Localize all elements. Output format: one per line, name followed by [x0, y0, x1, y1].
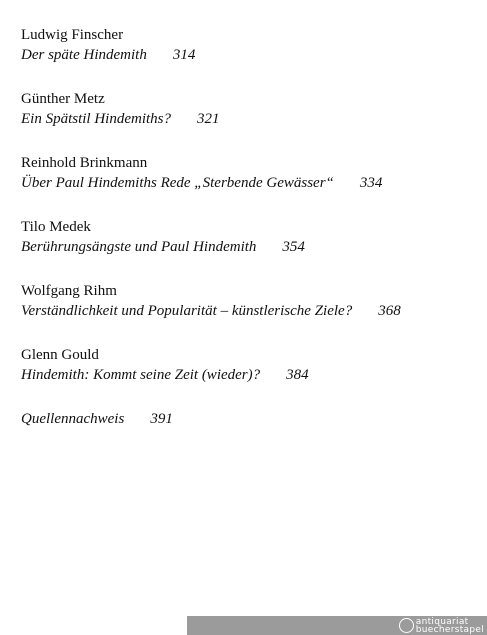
watermark-line-2: buecherstapel [415, 624, 484, 635]
entry-title-line [21, 409, 471, 429]
entry-author: Günther Metz [21, 91, 105, 107]
circle-logo-icon [399, 618, 414, 633]
entry-author: Glenn Gould [21, 347, 99, 363]
entry-title: Hindemith: Kommt seine Zeit (wieder)? [21, 367, 261, 383]
entry-page-number: 384 [286, 367, 309, 383]
table-of-contents [21, 25, 471, 453]
entry-title: Über Paul Hindemiths Rede „Sterbende Gewässer“ [21, 175, 334, 191]
entry-title-line [21, 173, 471, 193]
entry-page-number: 314 [172, 47, 196, 63]
entry-title: Berührungsängste und Paul Hindemith [21, 239, 257, 255]
entry-page-number: 368 [378, 303, 401, 319]
entry-author: Tilo Medek [21, 219, 91, 235]
watermark-bar [187, 616, 487, 635]
entry-title-line [21, 365, 471, 385]
entry-title-line [21, 301, 471, 321]
entry-title: Verständlichkeit und Popularität – künstlerische Ziele? [21, 303, 353, 319]
toc-entry-sources [21, 409, 471, 429]
toc-entry-gould [21, 345, 471, 385]
entry-title-line [21, 45, 471, 65]
toc-entry-medek [21, 217, 471, 257]
entry-title-line [21, 109, 471, 129]
sources-title: Quellennachweis [21, 411, 125, 427]
toc-entry-finscher [21, 25, 471, 65]
entry-page-number: 334 [359, 175, 383, 191]
entry-page-number: 354 [282, 239, 305, 255]
entry-author: Reinhold Brinkmann [21, 155, 148, 171]
sources-page-number: 391 [150, 411, 173, 427]
entry-title: Ein Spätstil Hindemiths? [21, 111, 171, 127]
entry-author: Ludwig Finscher [21, 27, 124, 43]
entry-title-line [21, 237, 471, 257]
entry-title: Der späte Hindemith [21, 47, 147, 63]
watermark-logo [399, 618, 487, 634]
entry-author: Wolfgang Rihm [21, 283, 117, 299]
entry-page-number: 321 [197, 111, 220, 127]
toc-entry-brinkmann [21, 153, 471, 193]
toc-entry-rihm [21, 281, 471, 321]
watermark-text [416, 618, 484, 634]
toc-entry-metz [21, 89, 471, 129]
watermark-line-1: antiquariat [415, 616, 469, 627]
